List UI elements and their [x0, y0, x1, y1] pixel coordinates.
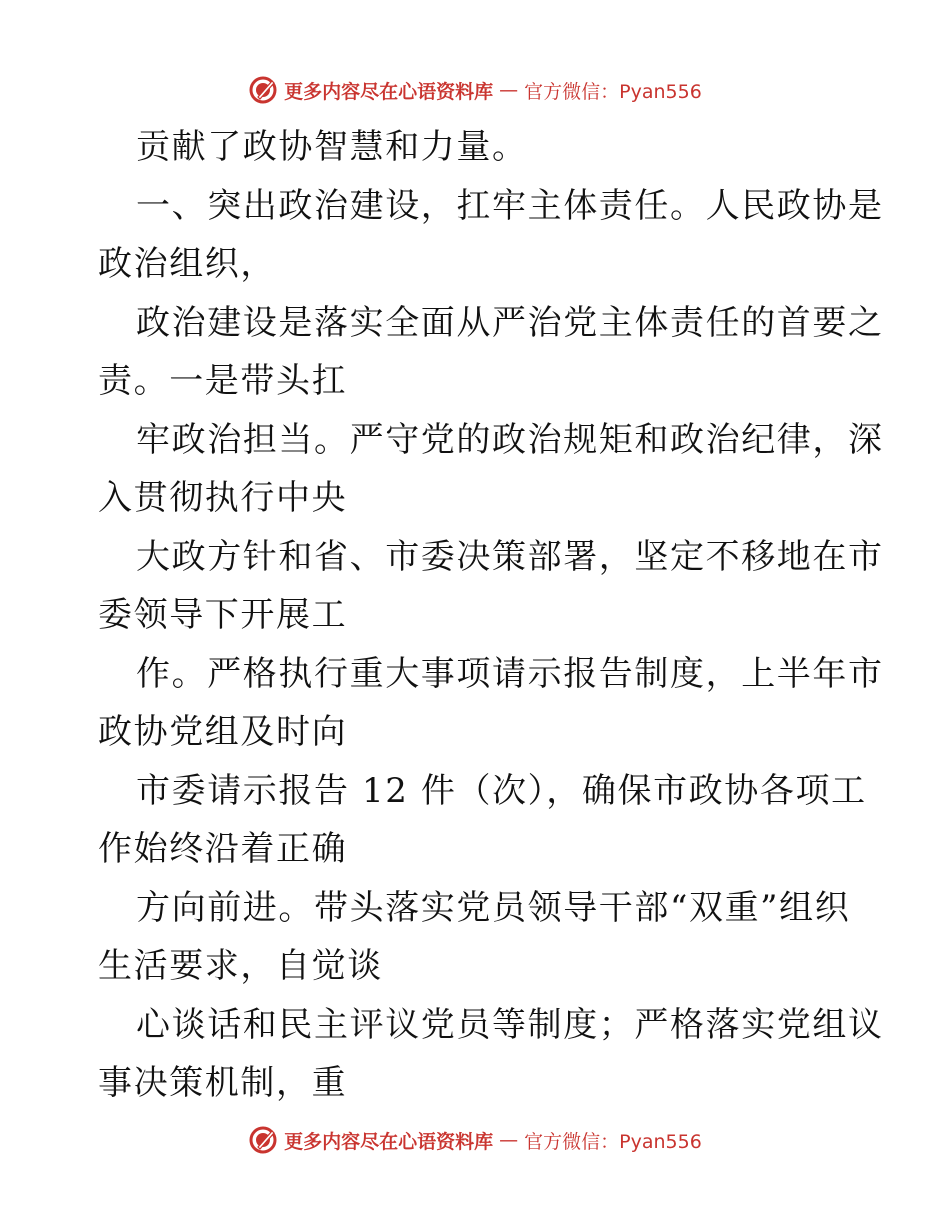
watermark-wechat: 官方微信：Pyan556 [524, 80, 702, 103]
body-text-line: 一、突出政治建设，扛牢主体责任。人民政协是 [136, 185, 884, 226]
body-text-line: 方向前进。带头落实党员领导干部“双重”组织 [136, 887, 851, 928]
body-text-line: 大政方针和省、市委决策部署，坚定不移地在市 [136, 536, 884, 577]
body-text-line: 作。严格执行重大事项请示报告制度，上半年市 [136, 653, 884, 694]
body-text-line: 生活要求，自觉谈 [98, 946, 383, 986]
pen-seal-logo-icon [248, 75, 278, 105]
body-text-line: 政治建设是落实全面从严治党主体责任的首要之 [136, 302, 884, 343]
watermark-text: 更多内容尽在心语资料库 [284, 1130, 494, 1153]
pen-seal-logo-icon [248, 1125, 278, 1155]
body-text-line: 入贯彻执行中央 [98, 478, 348, 518]
body-text-line: 牢政治担当。严守党的政治规矩和政治纪律，深 [136, 419, 884, 460]
body-text-line: 作始终沿着正确 [98, 829, 348, 869]
body-text-line: 心谈话和民主评议党员等制度；严格落实党组议 [136, 1004, 884, 1045]
watermark-dash: — [499, 79, 519, 101]
watermark-wechat: 官方微信：Pyan556 [524, 1130, 702, 1153]
body-text-line: 政协党组及时向 [98, 712, 348, 752]
body-text-line: 政治组织， [98, 244, 276, 284]
body-text-line: 贡献了政协智慧和力量。 [136, 127, 528, 167]
body-text-line: 事决策机制，重 [98, 1063, 348, 1103]
watermark-dash: — [499, 1129, 519, 1151]
header-watermark [0, 70, 950, 110]
body-text-line: 责。一是带头扛 [98, 361, 348, 401]
document-body [98, 118, 884, 1113]
body-text-line: 委领导下开展工 [98, 595, 348, 635]
body-text-line: 市委请示报告 12 件（次），确保市政协各项工 [136, 770, 867, 811]
footer-watermark [0, 1120, 950, 1160]
watermark-text: 更多内容尽在心语资料库 [284, 80, 494, 103]
